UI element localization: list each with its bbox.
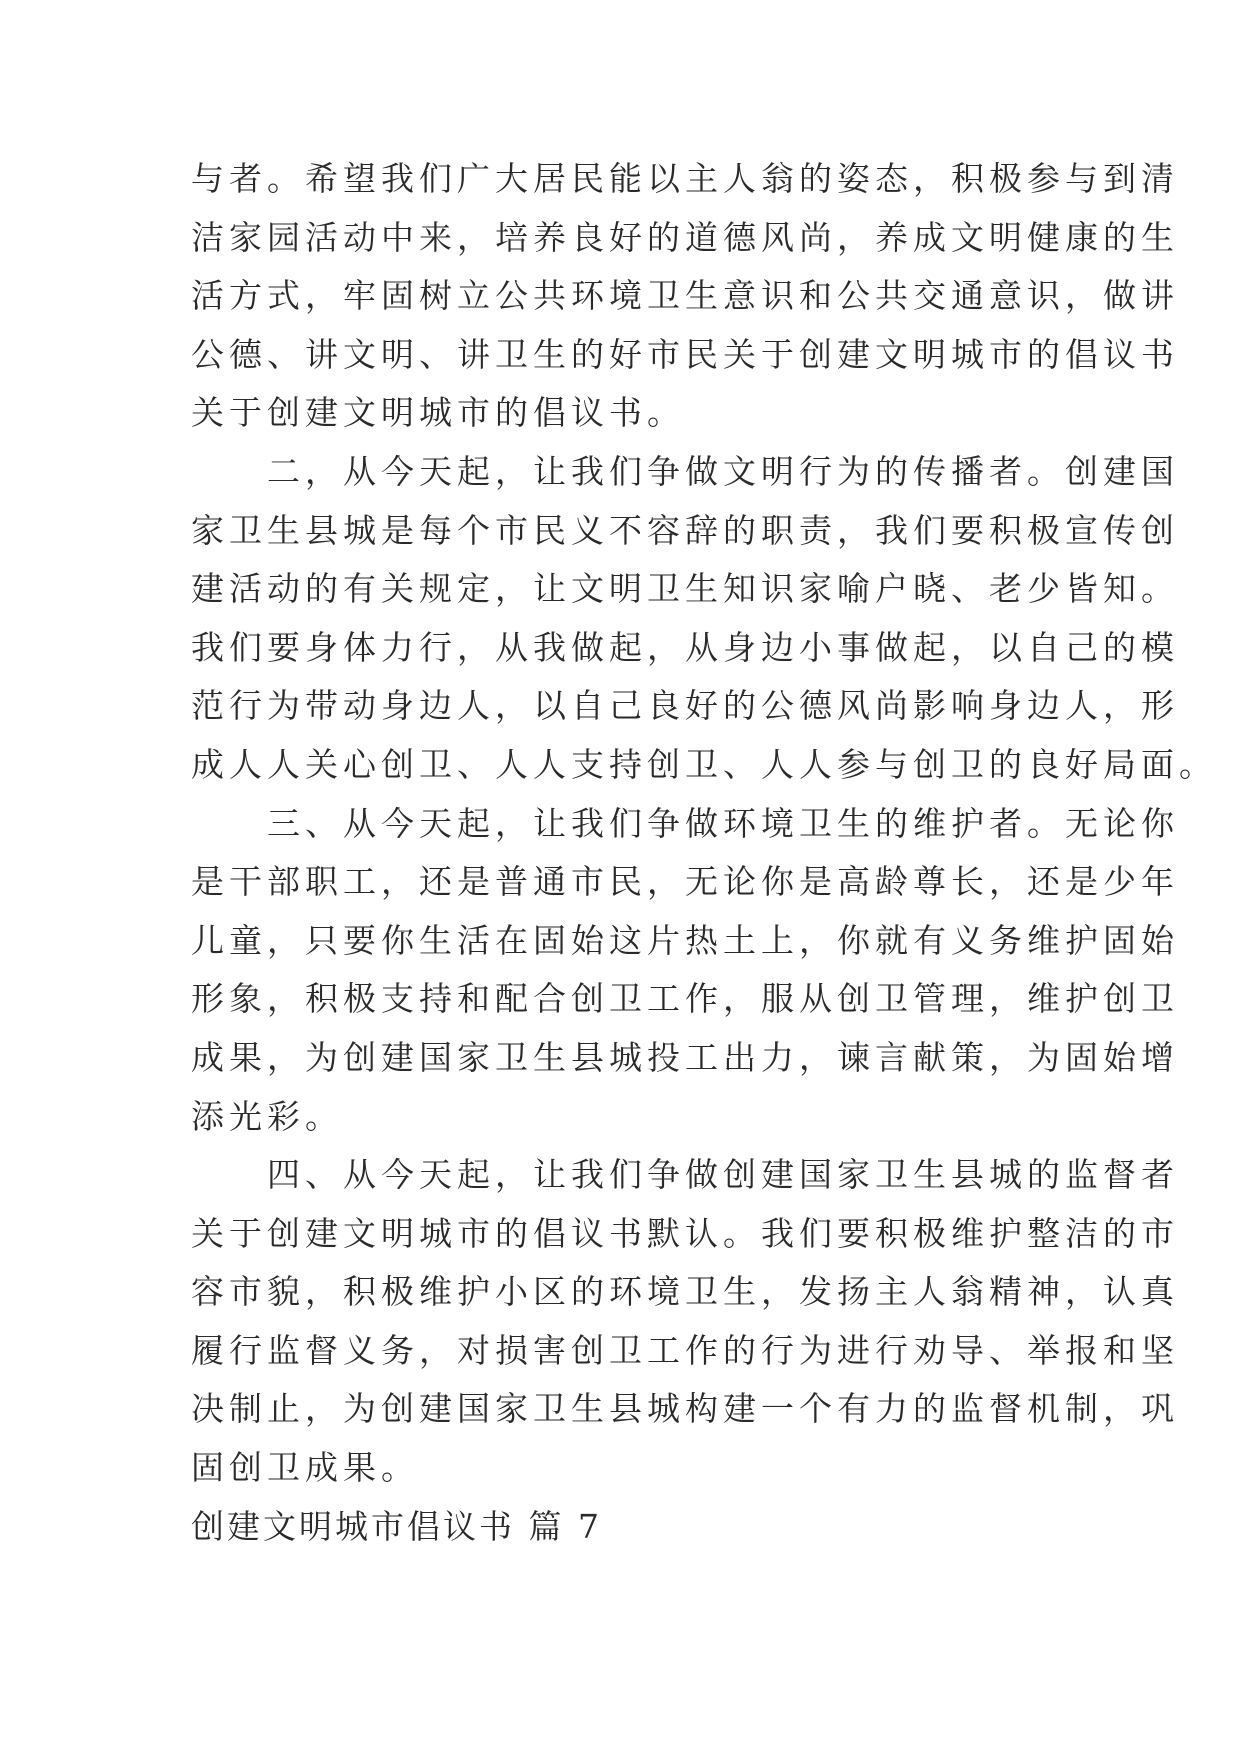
paragraph-start-line: 三、从今天起，让我们争做环境卫生的维护者。无论你 <box>267 803 1179 843</box>
text-line: 履行监督义务，对损害创卫工作的行为进行劝导、举报和坚 <box>191 1330 1179 1370</box>
text-line: 添光彩。 <box>191 1096 343 1136</box>
text-line: 形象，积极支持和配合创卫工作，服从创卫管理，维护创卫 <box>191 979 1179 1019</box>
text-line: 与者。希望我们广大居民能以主人翁的姿态，积极参与到清 <box>191 159 1179 198</box>
text-line: 成果，为创建国家卫生县城投工出力，谏言献策，为固始增 <box>191 1037 1179 1077</box>
paragraph-start-line: 二，从今天起，让我们争做文明行为的传播者。创建国 <box>267 451 1179 491</box>
text-line: 是干部职工，还是普通市民，无论你是高龄尊长，还是少年 <box>191 862 1179 902</box>
text-line: 公德、讲文明、讲卫生的好市民关于创建文明城市的倡议书 <box>191 334 1179 374</box>
text-line: 固创卫成果。 <box>191 1448 419 1488</box>
text-line: 容市貌，积极维护小区的环境卫生，发扬主人翁精神，认真 <box>191 1272 1179 1312</box>
text-line: 成人人关心创卫、人人支持创卫、人人参与创卫的良好局面。 <box>191 744 1217 784</box>
text-line: 关于创建文明城市的倡议书。 <box>191 393 685 433</box>
section-heading: 创建文明城市倡议书 篇 7 <box>191 1506 602 1546</box>
text-line: 范行为带动身边人，以自己良好的公德风尚影响身边人，形 <box>191 686 1179 726</box>
text-line: 我们要身体力行，从我做起，从身边小事做起，以自己的模 <box>191 627 1179 667</box>
text-line: 洁家园活动中来，培养良好的道德风尚，养成文明健康的生 <box>191 217 1179 257</box>
text-line: 决制止，为创建国家卫生县城构建一个有力的监督机制，巩 <box>191 1389 1179 1429</box>
text-line: 活方式，牢固树立公共环境卫生意识和公共交通意识，做讲 <box>191 276 1179 316</box>
text-line: 建活动的有关规定，让文明卫生知识家喻户晓、老少皆知。 <box>191 569 1179 609</box>
text-line: 儿童，只要你生活在固始这片热土上，你就有义务维护固始 <box>191 920 1179 960</box>
paragraph-start-line: 四、从今天起，让我们争做创建国家卫生县城的监督者 <box>267 1155 1179 1195</box>
text-line: 家卫生县城是每个市民义不容辞的职责，我们要积极宣传创 <box>191 510 1179 550</box>
text-line: 关于创建文明城市的倡议书默认。我们要积极维护整洁的市 <box>191 1213 1179 1253</box>
document-body <box>191 150 1217 1556</box>
